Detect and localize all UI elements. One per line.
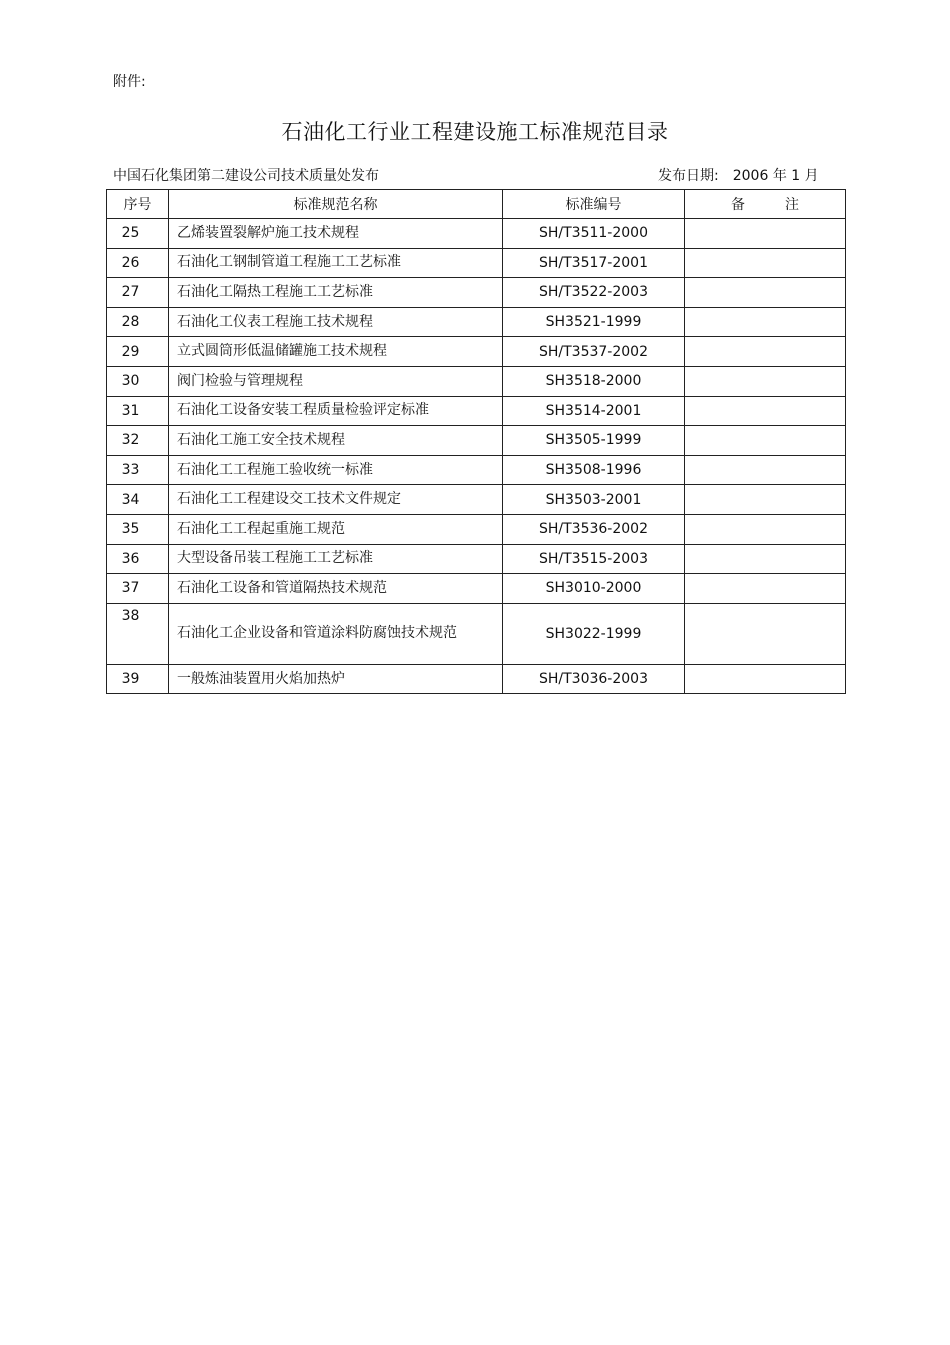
row-remark [685,426,846,456]
table-row [107,248,846,278]
row-no: 32 [107,426,169,456]
row-name: 大型设备吊装工程施工工艺标准 [169,544,503,574]
row-remark [685,664,846,694]
row-name: 石油化工设备安装工程质量检验评定标准 [169,396,503,426]
table-row [107,396,846,426]
row-code: SH3503-2001 [503,485,685,515]
row-code: SH3518-2000 [503,366,685,396]
row-no: 30 [107,366,169,396]
table-header-row [107,190,846,219]
row-code: SH3508-1996 [503,455,685,485]
table-row [107,278,846,308]
row-remark [685,455,846,485]
row-name: 石油化工设备和管道隔热技术规范 [169,574,503,604]
row-no: 28 [107,307,169,337]
row-remark [685,574,846,604]
publish-month-unit: 月 [804,168,819,184]
header-name: 标准规范名称 [169,190,503,219]
row-code: SH/T3036-2003 [503,664,685,694]
row-remark [685,485,846,515]
row-name: 石油化工钢制管道工程施工工艺标准 [169,248,503,278]
row-remark [685,307,846,337]
publish-month: 1 [791,168,801,184]
row-code: SH3505-1999 [503,426,685,456]
row-name: 立式圆筒形低温储罐施工技术规程 [169,337,503,367]
attachment-label: 附件: [113,74,146,90]
row-remark [685,366,846,396]
row-code: SH/T3537-2002 [503,337,685,367]
row-no: 36 [107,544,169,574]
row-code: SH/T3515-2003 [503,544,685,574]
row-code: SH3010-2000 [503,574,685,604]
row-no: 27 [107,278,169,308]
table-row [107,426,846,456]
row-code: SH/T3517-2001 [503,248,685,278]
publish-date-label: 发布日期: [658,168,719,184]
document-title: 石油化工行业工程建设施工标准规范目录 [281,120,669,144]
row-code: SH3514-2001 [503,396,685,426]
publish-year: 2006 [732,168,769,184]
table-row [107,307,846,337]
table-row [107,664,846,694]
header-remark-char-1: 备 [731,197,745,213]
publish-year-unit: 年 [772,168,787,184]
row-remark [685,248,846,278]
row-name: 阀门检验与管理规程 [169,366,503,396]
row-remark [685,544,846,574]
row-remark [685,337,846,367]
row-name: 石油化工仪表工程施工技术规程 [169,307,503,337]
publisher: 中国石化集团第二建设公司技术质量处发布 [113,168,379,184]
header-remark [685,190,846,219]
row-name [169,603,503,664]
row-name: 石油化工施工安全技术规程 [169,426,503,456]
table-row [107,485,846,515]
row-name: 石油化工工程施工验收统一标准 [169,455,503,485]
table-row [107,337,846,367]
row-name: 乙烯装置裂解炉施工技术规程 [169,219,503,249]
table-row [107,514,846,544]
row-no: 35 [107,514,169,544]
row-no: 34 [107,485,169,515]
row-name: 石油化工工程建设交工技术文件规定 [169,485,503,515]
row-no: 37 [107,574,169,604]
header-code: 标准编号 [503,190,685,219]
row-remark [685,278,846,308]
row-name: 一般炼油装置用火焰加热炉 [169,664,503,694]
row-no: 26 [107,248,169,278]
row-code: SH3022-1999 [503,603,685,664]
table-row [107,455,846,485]
row-no: 31 [107,396,169,426]
row-name: 石油化工工程起重施工规范 [169,514,503,544]
row-name: 石油化工隔热工程施工工艺标准 [169,278,503,308]
row-no: 29 [107,337,169,367]
row-no: 33 [107,455,169,485]
table-row [107,574,846,604]
table-row [107,603,846,664]
header-no: 序号 [107,190,169,219]
row-code: SH3521-1999 [503,307,685,337]
row-no: 25 [107,219,169,249]
row-remark [685,603,846,664]
row-name-text: 石油化工企业设备和管道涂料防腐蚀技术规范 [177,625,457,642]
row-code: SH/T3536-2002 [503,514,685,544]
standards-table [106,189,846,694]
row-remark [685,396,846,426]
row-code: SH/T3522-2003 [503,278,685,308]
row-remark [685,219,846,249]
table-row [107,219,846,249]
table-row [107,544,846,574]
row-no: 39 [107,664,169,694]
table-row [107,366,846,396]
row-no: 38 [107,603,169,664]
publish-date [658,165,819,185]
row-remark [685,514,846,544]
row-code: SH/T3511-2000 [503,219,685,249]
header-remark-char-2: 注 [785,197,799,213]
